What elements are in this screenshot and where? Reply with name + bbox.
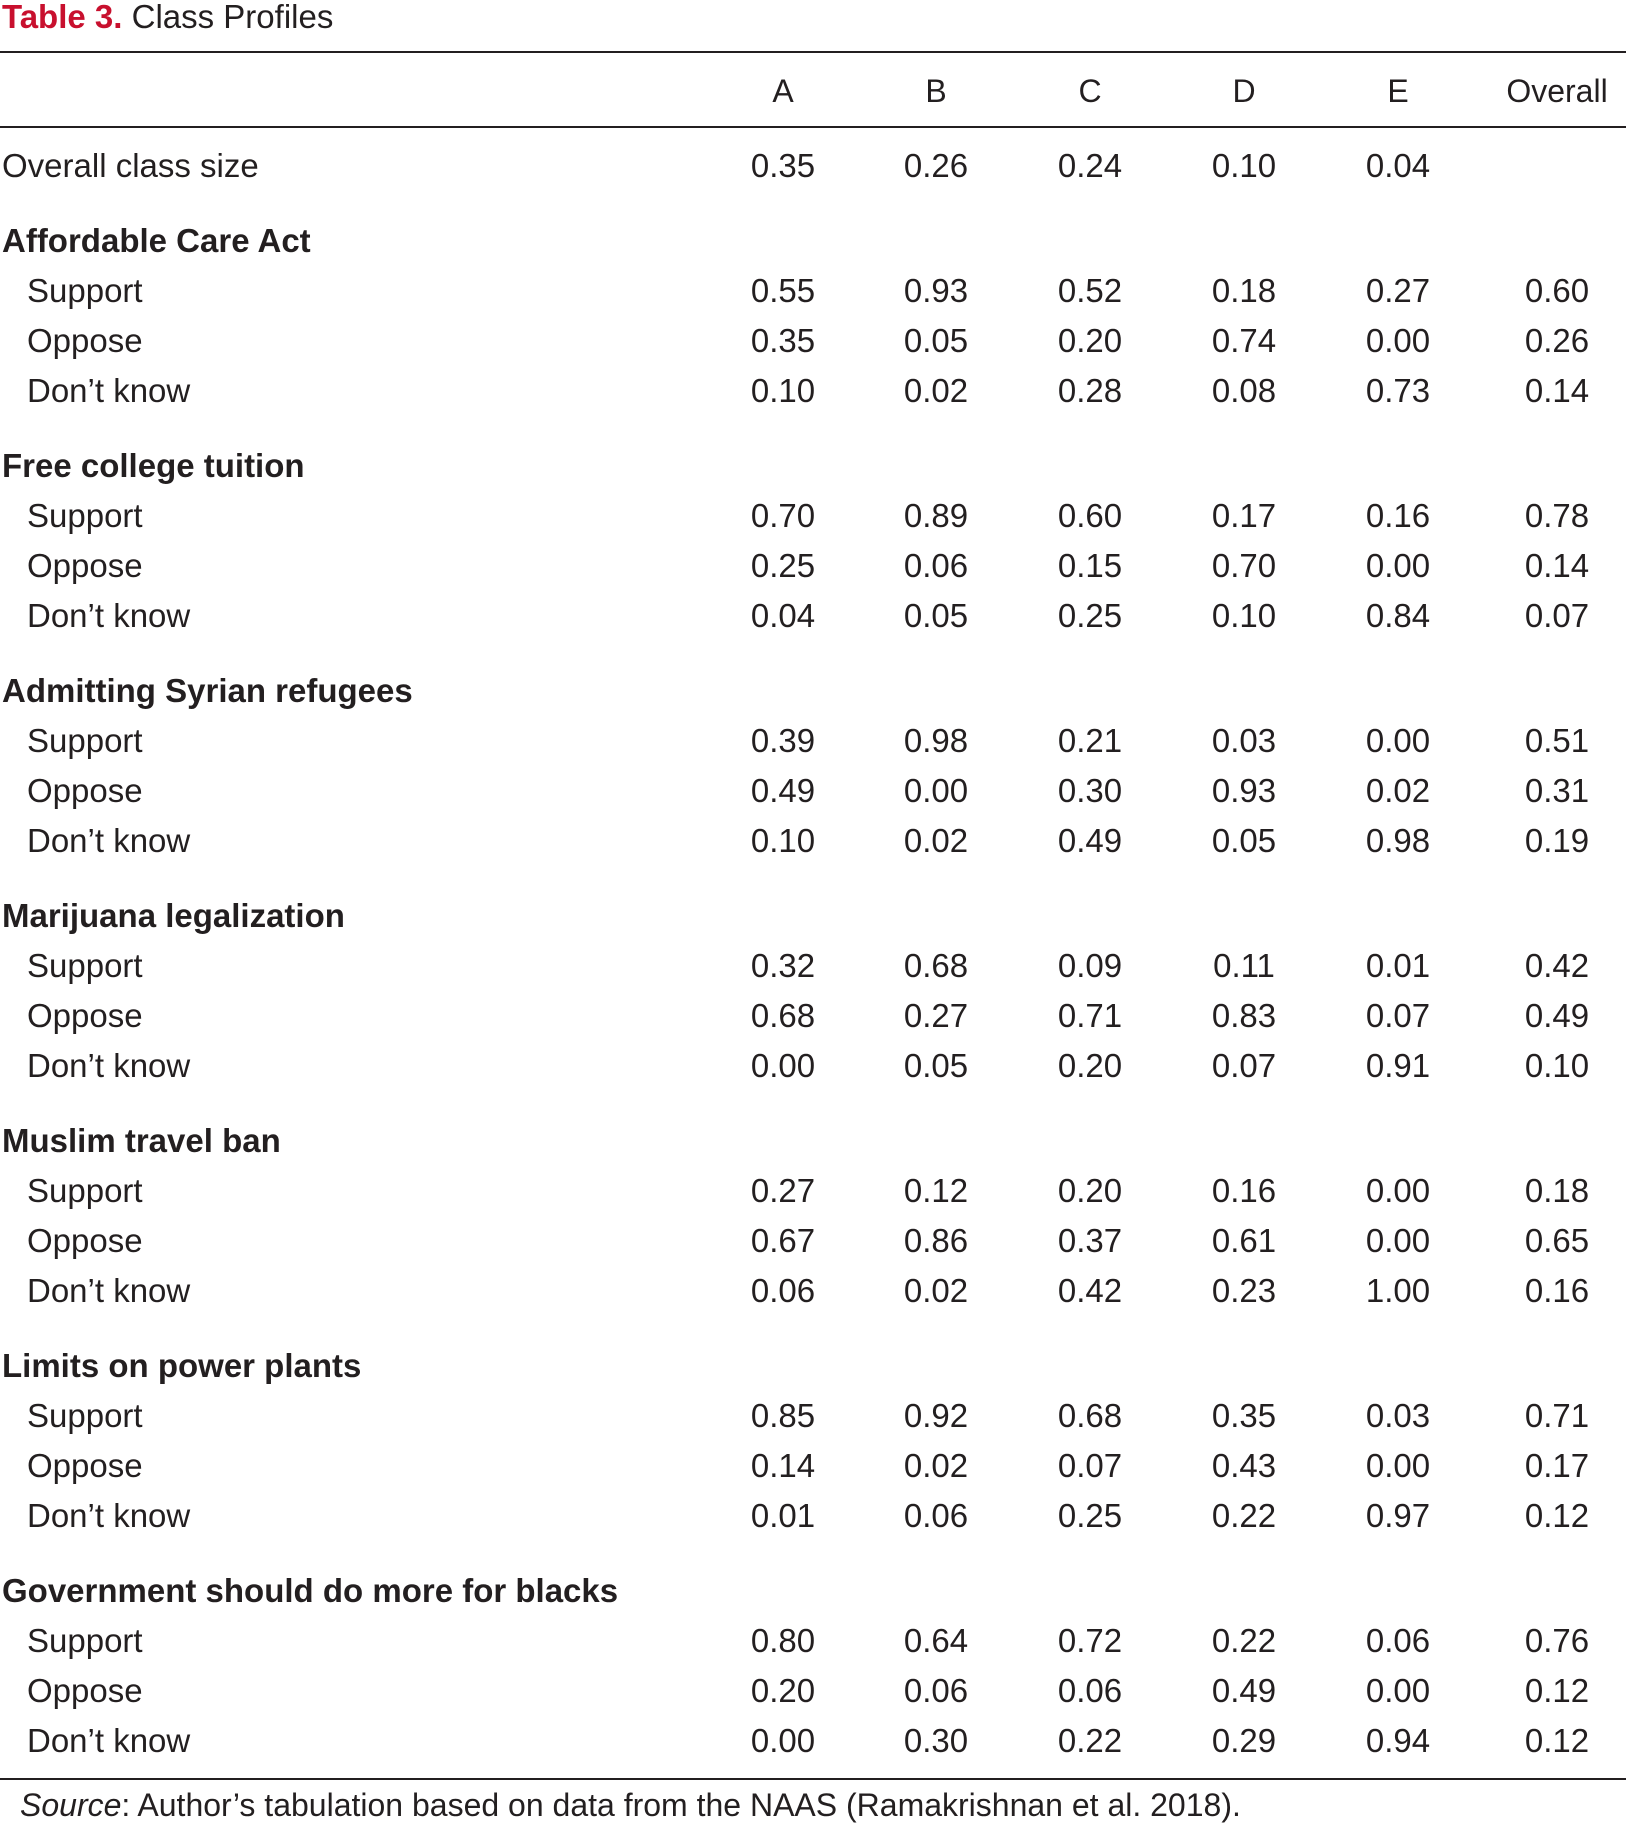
table-number: Table 3. — [2, 0, 123, 35]
top-rule — [0, 51, 1626, 53]
table-row — [0, 766, 1626, 816]
table-cell: 0.06 — [903, 1672, 969, 1709]
column-header: Overall — [1506, 73, 1608, 109]
table-row — [0, 1716, 1626, 1766]
table-cell: 0.94 — [1365, 1722, 1431, 1759]
table-cell: 0.06 — [903, 1497, 969, 1534]
row-label: Support — [27, 1622, 143, 1659]
table-row — [0, 1391, 1626, 1441]
table-row — [0, 716, 1626, 766]
table-cell: 0.10 — [750, 822, 816, 859]
header-rule — [0, 126, 1626, 128]
row-label: Support — [27, 272, 143, 309]
table-cell: 0.70 — [1211, 547, 1277, 584]
row-label: Don’t know — [27, 1047, 191, 1084]
table-cell: 0.49 — [1057, 822, 1123, 859]
table-row — [0, 1441, 1626, 1491]
table-cell: 0.35 — [750, 322, 816, 359]
overall-size-row — [0, 141, 1626, 191]
section-heading-row — [0, 666, 1626, 716]
table-cell: 0.68 — [1057, 1397, 1123, 1434]
row-label: Oppose — [27, 997, 143, 1034]
table-cell: 0.42 — [1524, 947, 1590, 984]
table-cell: 0.49 — [1524, 997, 1590, 1034]
table-cell: 0.20 — [1057, 322, 1123, 359]
table-row — [0, 266, 1626, 316]
section-title: Admitting Syrian refugees — [2, 672, 413, 709]
table-cell: 0.83 — [1211, 997, 1277, 1034]
table-cell: 0.05 — [903, 322, 969, 359]
table-row — [0, 1266, 1626, 1316]
table-cell: 0.98 — [1365, 822, 1431, 859]
source-label: Source — [20, 1787, 122, 1823]
table-row — [0, 991, 1626, 1041]
row-label: Oppose — [27, 547, 143, 584]
table-cell: 0.30 — [903, 1722, 969, 1759]
table-row — [0, 366, 1626, 416]
table-cell: 0.98 — [903, 722, 969, 759]
table-cell: 0.12 — [903, 1172, 969, 1209]
table-cell: 0.08 — [1211, 372, 1277, 409]
section-heading-row — [0, 1566, 1626, 1616]
table-cell: 0.00 — [1365, 1672, 1431, 1709]
table-title: Class Profiles — [131, 0, 334, 35]
table-row — [0, 1666, 1626, 1716]
table-row — [0, 941, 1626, 991]
table-cell: 0.67 — [750, 1222, 816, 1259]
table-cell: 0.16 — [1524, 1272, 1590, 1309]
column-header: A — [772, 73, 794, 109]
table-cell: 0.12 — [1524, 1672, 1590, 1709]
table-cell: 0.27 — [750, 1172, 816, 1209]
table-cell: 0.31 — [1524, 772, 1590, 809]
row-label: Don’t know — [27, 1497, 191, 1534]
column-header: D — [1232, 73, 1256, 109]
table-cell: 0.09 — [1057, 947, 1123, 984]
table-cell: 0.92 — [903, 1397, 969, 1434]
table-cell: 0.10 — [1211, 597, 1277, 634]
row-label: Support — [27, 1397, 143, 1434]
table-cell: 0.25 — [750, 547, 816, 584]
table-cell: 0.02 — [903, 372, 969, 409]
table-cell: 0.26 — [903, 147, 969, 184]
table-cell: 0.93 — [1211, 772, 1277, 809]
row-label: Oppose — [27, 1222, 143, 1259]
table-cell: 0.11 — [1213, 947, 1275, 984]
table-cell: 0.85 — [750, 1397, 816, 1434]
table-cell: 0.64 — [903, 1622, 969, 1659]
table-cell: 0.06 — [903, 547, 969, 584]
table-row — [0, 1166, 1626, 1216]
row-label: Support — [27, 947, 143, 984]
table-cell: 0.35 — [750, 147, 816, 184]
table-cell: 0.35 — [1211, 1397, 1277, 1434]
table-cell: 0.27 — [1365, 272, 1431, 309]
table-cell: 0.84 — [1365, 597, 1431, 634]
table-cell — [1497, 141, 1617, 191]
section-heading-row — [0, 1341, 1626, 1391]
table-cell: 0.21 — [1057, 722, 1123, 759]
table-cell: 0.30 — [1057, 772, 1123, 809]
table-cell: 0.00 — [1365, 722, 1431, 759]
table-cell: 0.15 — [1057, 547, 1123, 584]
table-cell: 0.05 — [903, 597, 969, 634]
table-cell: 0.18 — [1524, 1172, 1590, 1209]
table-cell: 0.00 — [1365, 547, 1431, 584]
table-row — [0, 816, 1626, 866]
table-cell: 0.93 — [903, 272, 969, 309]
table-row — [0, 591, 1626, 641]
table-cell: 0.76 — [1524, 1622, 1590, 1659]
row-label: Oppose — [27, 1672, 143, 1709]
table-cell: 0.00 — [1365, 1172, 1431, 1209]
table-cell: 0.24 — [1057, 147, 1123, 184]
source-note — [20, 1784, 1241, 1826]
row-label: Oppose — [27, 322, 143, 359]
table-cell: 0.02 — [903, 822, 969, 859]
table-cell: 0.22 — [1057, 1722, 1123, 1759]
section-title: Affordable Care Act — [2, 222, 311, 259]
section-title: Muslim travel ban — [2, 1122, 281, 1159]
table-cell: 0.20 — [750, 1672, 816, 1709]
table-cell: 0.00 — [750, 1722, 816, 1759]
section-title: Limits on power plants — [2, 1347, 362, 1384]
table-row — [0, 1616, 1626, 1666]
section-title: Marijuana legalization — [2, 897, 345, 934]
table-cell: 0.18 — [1211, 272, 1277, 309]
row-label: Don’t know — [27, 822, 191, 859]
table-cell: 0.00 — [903, 772, 969, 809]
row-label: Don’t know — [27, 372, 191, 409]
table-cell: 0.14 — [1524, 372, 1590, 409]
table-cell: 0.78 — [1524, 497, 1590, 534]
table-cell: 0.10 — [1524, 1047, 1590, 1084]
table-cell: 0.29 — [1211, 1722, 1277, 1759]
column-header: E — [1387, 73, 1409, 109]
table-cell: 0.68 — [903, 947, 969, 984]
table-cell: 0.07 — [1211, 1047, 1277, 1084]
table-cell: 0.10 — [1211, 147, 1277, 184]
table-cell: 0.51 — [1524, 722, 1590, 759]
table-cell: 0.42 — [1057, 1272, 1123, 1309]
source-text: : Author’s tabulation based on data from the NAAS (Ramakrishnan et al. 2018). — [121, 1787, 1241, 1823]
table-cell: 0.60 — [1057, 497, 1123, 534]
table-cell: 0.06 — [1057, 1672, 1123, 1709]
table-cell: 0.26 — [1524, 322, 1590, 359]
table-cell: 1.00 — [1365, 1272, 1431, 1309]
table-cell: 0.03 — [1211, 722, 1277, 759]
row-label: Support — [27, 1172, 143, 1209]
row-label: Support — [27, 722, 143, 759]
table-cell: 0.49 — [1211, 1672, 1277, 1709]
table-cell: 0.01 — [750, 1497, 816, 1534]
table-row — [0, 541, 1626, 591]
table-cell: 0.71 — [1057, 997, 1123, 1034]
table-cell: 0.07 — [1057, 1447, 1123, 1484]
table-cell: 0.68 — [750, 997, 816, 1034]
table-cell: 0.17 — [1524, 1447, 1590, 1484]
table-cell: 0.20 — [1057, 1172, 1123, 1209]
table-cell: 0.23 — [1211, 1272, 1277, 1309]
section-heading-row — [0, 891, 1626, 941]
table-row — [0, 1491, 1626, 1541]
row-label: Don’t know — [27, 1722, 191, 1759]
section-heading-row — [0, 216, 1626, 266]
row-label: Oppose — [27, 772, 143, 809]
table-cell: 0.19 — [1524, 822, 1590, 859]
section-title: Government should do more for blacks — [2, 1572, 619, 1609]
table-cell: 0.00 — [1365, 1222, 1431, 1259]
table-cell: 0.06 — [1365, 1622, 1431, 1659]
row-label: Don’t know — [27, 597, 191, 634]
table-cell: 0.14 — [750, 1447, 816, 1484]
table-cell: 0.03 — [1365, 1397, 1431, 1434]
table-cell: 0.28 — [1057, 372, 1123, 409]
table-cell: 0.27 — [903, 997, 969, 1034]
table-cell: 0.17 — [1211, 497, 1277, 534]
table-cell: 0.74 — [1211, 322, 1277, 359]
table-cell: 0.14 — [1524, 547, 1590, 584]
table-cell: 0.22 — [1211, 1622, 1277, 1659]
table-cell: 0.39 — [750, 722, 816, 759]
table-cell: 0.37 — [1057, 1222, 1123, 1259]
table-cell: 0.49 — [750, 772, 816, 809]
table-cell: 0.10 — [750, 372, 816, 409]
table-cell: 0.97 — [1365, 1497, 1431, 1534]
column-header: B — [925, 73, 947, 109]
table-cell: 0.05 — [903, 1047, 969, 1084]
table-cell: 0.86 — [903, 1222, 969, 1259]
section-heading-row — [0, 1116, 1626, 1166]
table-cell: 0.20 — [1057, 1047, 1123, 1084]
bottom-rule — [0, 1778, 1626, 1780]
table-cell: 0.07 — [1365, 997, 1431, 1034]
table-cell: 0.12 — [1524, 1497, 1590, 1534]
table-cell: 0.01 — [1365, 947, 1431, 984]
table-cell: 0.65 — [1524, 1222, 1590, 1259]
table-row — [0, 491, 1626, 541]
table-cell: 0.05 — [1211, 822, 1277, 859]
table-cell: 0.80 — [750, 1622, 816, 1659]
table-cell: 0.04 — [750, 597, 816, 634]
row-label: Oppose — [27, 1447, 143, 1484]
table-cell: 0.00 — [1365, 322, 1431, 359]
table-cell: 0.16 — [1211, 1172, 1277, 1209]
table-cell: 0.55 — [750, 272, 816, 309]
table-cell: 0.25 — [1057, 597, 1123, 634]
table-cell: 0.32 — [750, 947, 816, 984]
table-row — [0, 316, 1626, 366]
table-cell: 0.72 — [1057, 1622, 1123, 1659]
table-cell: 0.25 — [1057, 1497, 1123, 1534]
table-cell: 0.73 — [1365, 372, 1431, 409]
table-row — [0, 1041, 1626, 1091]
table-cell: 0.07 — [1524, 597, 1590, 634]
table-cell: 0.00 — [750, 1047, 816, 1084]
table-caption — [2, 0, 333, 34]
table-cell: 0.22 — [1211, 1497, 1277, 1534]
row-label: Support — [27, 497, 143, 534]
table-cell: 0.61 — [1211, 1222, 1277, 1259]
section-heading-row — [0, 441, 1626, 491]
table-cell: 0.43 — [1211, 1447, 1277, 1484]
table-cell: 0.04 — [1365, 147, 1431, 184]
table-cell: 0.00 — [1365, 1447, 1431, 1484]
table-cell: 0.02 — [903, 1272, 969, 1309]
table-cell: 0.52 — [1057, 272, 1123, 309]
table-cell: 0.60 — [1524, 272, 1590, 309]
table-row — [0, 1216, 1626, 1266]
row-label: Overall class size — [2, 147, 259, 184]
column-header-row — [0, 66, 1626, 116]
table-cell: 0.71 — [1524, 1397, 1590, 1434]
table-cell: 0.02 — [1365, 772, 1431, 809]
column-header: C — [1078, 73, 1102, 109]
table-cell: 0.12 — [1524, 1722, 1590, 1759]
table-cell: 0.70 — [750, 497, 816, 534]
section-title: Free college tuition — [2, 447, 305, 484]
row-label: Don’t know — [27, 1272, 191, 1309]
table-cell: 0.16 — [1365, 497, 1431, 534]
table-cell: 0.91 — [1365, 1047, 1431, 1084]
table-cell: 0.06 — [750, 1272, 816, 1309]
table-cell: 0.89 — [903, 497, 969, 534]
table-cell: 0.02 — [903, 1447, 969, 1484]
